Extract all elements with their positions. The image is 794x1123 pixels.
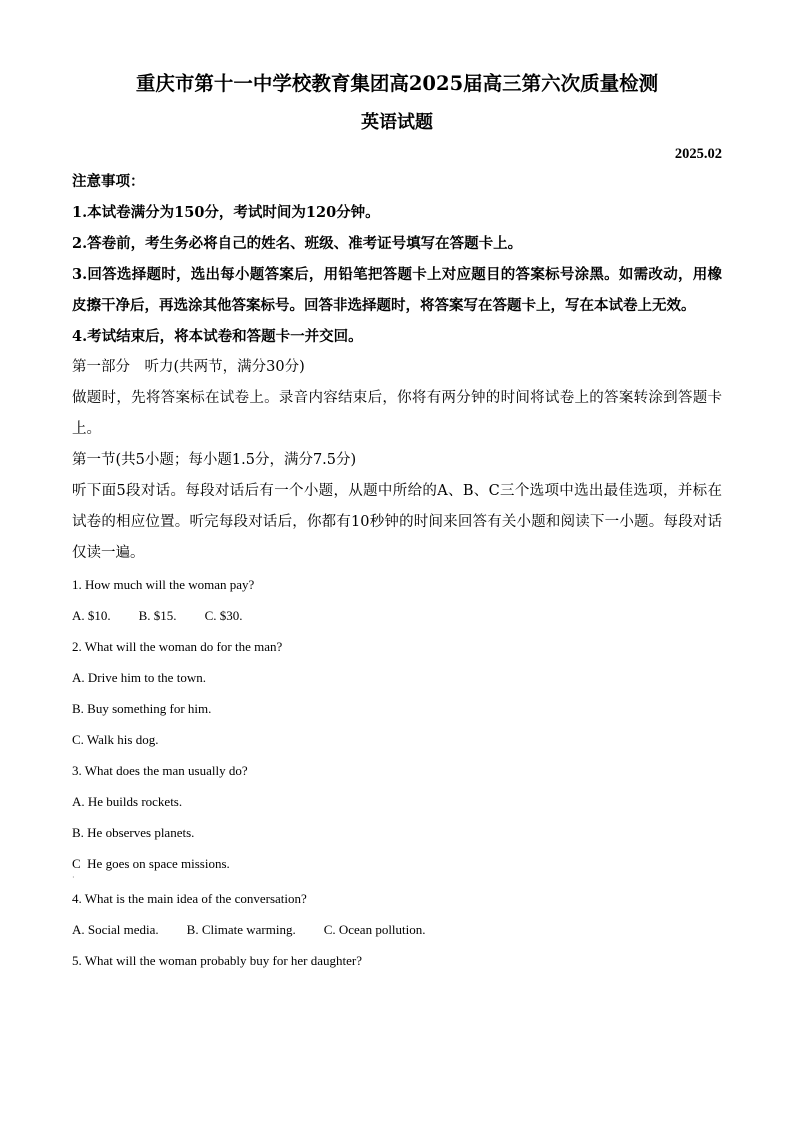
question-3-option-c: C He goes on space missions.	[72, 856, 230, 871]
notice-item-4: 4.考试结束后，将本试卷和答题卡一并交回。	[72, 328, 363, 345]
question-4-stem: 4. What is the main idea of the conversation?	[72, 891, 307, 906]
section1-heading: 第一节(共5小题；每小题1.5分，满分7.5分)	[72, 452, 357, 468]
question-3-option-b: B. He observes planets.	[72, 825, 195, 840]
question-1-options	[72, 600, 722, 631]
question-2-stem: 2. What will the woman do for the man?	[72, 639, 283, 654]
question-4-option-c: C. Ocean pollution.	[323, 922, 426, 937]
question-2-option-a: A. Drive him to the town.	[72, 670, 206, 685]
exam-title: 重庆市第十一中学校教育集团高2025届高三第六次质量检测	[135, 72, 659, 95]
notice-heading: 注意事项：	[72, 173, 145, 190]
question-1-option-a: A. $10.	[72, 608, 111, 623]
notice-item-2: 2.答卷前，考生务必将自己的姓名、班级、准考证号填写在答题卡上。	[72, 235, 523, 252]
question-3-option-a: A. He builds rockets.	[72, 794, 183, 809]
question-4-option-b: B. Climate warming.	[186, 922, 296, 937]
part1-heading: 第一部分 听力(共两节，满分30分)	[72, 359, 305, 375]
part1-instruction: 做题时，先将答案标在试卷上。录音内容结束后，你将有两分钟的时间将试卷上的答案转涂到答题卡上。	[72, 390, 722, 437]
question-1-option-b: B. $15.	[138, 608, 177, 623]
exam-subject: 英语试题	[361, 112, 433, 133]
scan-dot: ·	[72, 873, 75, 882]
exam-page	[72, 62, 722, 976]
section1-instruction: 听下面5段对话。每段对话后有一个小题，从题中所给的A、B、C三个选项中选出最佳选项，并标在试卷的相应位置。听完每段对话后，你都有10秒钟的时间来回答有关小题和阅读下一小题。每段对话仅读一遍。	[72, 483, 722, 561]
question-5-stem: 5. What will the woman probably buy for her daughter?	[72, 953, 363, 968]
notice-item-1: 1.本试卷满分为150分，考试时间为120分钟。	[72, 204, 380, 221]
question-4-options	[72, 914, 722, 945]
question-2-option-b: B. Buy something for him.	[72, 701, 212, 716]
question-1-option-c: C. $30.	[204, 608, 243, 623]
exam-date: 2025.02	[674, 146, 722, 162]
notice-item-3: 3.回答选择题时，选出每小题答案后，用铅笔把答题卡上对应题目的答案标号涂黑。如需改动，用橡皮擦干净后，再选涂其他答案标号。回答非选择题时，将答案写在答题卡上，写在本试卷上无效。	[72, 266, 722, 314]
question-2-option-c: C. Walk his dog.	[72, 732, 159, 747]
question-4-option-a: A. Social media.	[72, 922, 159, 937]
question-1-stem: 1. How much will the woman pay?	[72, 577, 255, 592]
question-3-stem: 3. What does the man usually do?	[72, 763, 248, 778]
